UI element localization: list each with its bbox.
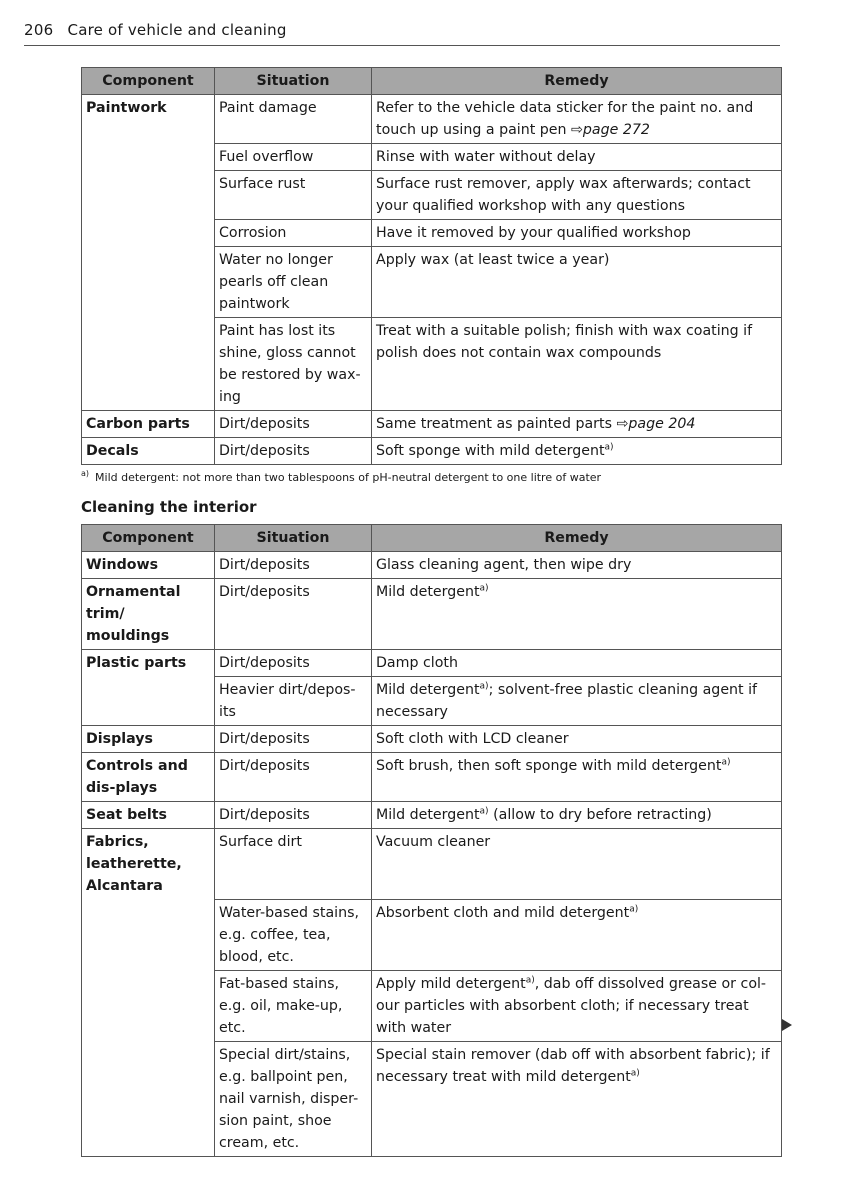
situation-cell: Dirt/deposits bbox=[215, 438, 372, 465]
component-cell: Controls and dis-plays bbox=[82, 753, 215, 802]
component-cell-continued bbox=[82, 220, 215, 247]
table-row bbox=[82, 829, 782, 900]
column-header-situation: Situation bbox=[215, 68, 372, 95]
situation-cell: Dirt/deposits bbox=[215, 650, 372, 677]
table-row bbox=[82, 411, 782, 438]
table-row bbox=[82, 552, 782, 579]
component-cell-continued bbox=[82, 171, 215, 220]
table-header-row bbox=[82, 68, 782, 95]
table-row bbox=[82, 144, 782, 171]
footnote-marker: a) bbox=[721, 757, 731, 768]
column-header-remedy: Remedy bbox=[372, 525, 782, 552]
component-cell: Displays bbox=[82, 726, 215, 753]
remedy-cell: Damp cloth bbox=[372, 650, 782, 677]
section-heading: Cleaning the interior bbox=[81, 498, 257, 516]
component-cell-continued bbox=[82, 677, 215, 726]
situation-cell: Dirt/deposits bbox=[215, 411, 372, 438]
remedy-text: Soft brush, then soft sponge with mild detergent bbox=[376, 758, 722, 774]
page-header bbox=[24, 21, 780, 46]
continue-arrow-icon bbox=[782, 1019, 792, 1031]
footnote-marker: a) bbox=[525, 974, 535, 985]
situation-cell: Paint damage bbox=[215, 95, 372, 144]
remedy-text: Soft sponge with mild detergent bbox=[376, 443, 605, 459]
remedy-cell bbox=[372, 1041, 782, 1156]
table-row bbox=[82, 171, 782, 220]
table-header-row bbox=[82, 525, 782, 552]
component-cell: Decals bbox=[82, 438, 215, 465]
table-row bbox=[82, 753, 782, 802]
remedy-text: (allow to dry before retracting) bbox=[488, 807, 712, 823]
remedy-text: Special stain remover (dab off with absorbent fabric); if necessary treat with mild detergent bbox=[376, 1046, 770, 1085]
footnote-text: Mild detergent: not more than two tablespoons of pH-neutral detergent to one litre of water bbox=[95, 471, 602, 484]
footnote bbox=[81, 471, 601, 484]
remedy-cell: Glass cleaning agent, then wipe dry bbox=[372, 552, 782, 579]
exterior-cleaning-table bbox=[81, 67, 782, 465]
remedy-cell: Treat with a suitable polish; finish with wax coating if polish does not contain wax compounds bbox=[372, 318, 782, 411]
situation-cell: Heavier dirt/depos-its bbox=[215, 677, 372, 726]
component-cell: Windows bbox=[82, 552, 215, 579]
situation-cell: Dirt/deposits bbox=[215, 552, 372, 579]
component-cell-continued bbox=[82, 899, 215, 970]
situation-cell: Fuel overflow bbox=[215, 144, 372, 171]
component-cell: Paintwork bbox=[82, 95, 215, 144]
remedy-cell bbox=[372, 899, 782, 970]
remedy-cell: Have it removed by your qualified workshop bbox=[372, 220, 782, 247]
interior-cleaning-table bbox=[81, 524, 782, 1157]
column-header-component: Component bbox=[82, 525, 215, 552]
component-cell-continued bbox=[82, 144, 215, 171]
remedy-cell: Surface rust remover, apply wax afterwards; contact your qualified workshop with any questions bbox=[372, 171, 782, 220]
table-row bbox=[82, 95, 782, 144]
table-row bbox=[82, 318, 782, 411]
component-cell: Carbon parts bbox=[82, 411, 215, 438]
component-cell-continued bbox=[82, 1041, 215, 1156]
remedy-cell: Vacuum cleaner bbox=[372, 829, 782, 900]
footnote-marker: a) bbox=[479, 806, 489, 817]
column-header-remedy: Remedy bbox=[372, 68, 782, 95]
situation-cell: Surface dirt bbox=[215, 829, 372, 900]
table-row bbox=[82, 726, 782, 753]
remedy-cell: Soft cloth with LCD cleaner bbox=[372, 726, 782, 753]
situation-cell: Fat-based stains, e.g. oil, make-up, etc. bbox=[215, 970, 372, 1041]
table-row bbox=[82, 220, 782, 247]
table-row bbox=[82, 899, 782, 970]
column-header-situation: Situation bbox=[215, 525, 372, 552]
situation-cell: Water no longer pearls off clean paintwork bbox=[215, 247, 372, 318]
situation-cell: Corrosion bbox=[215, 220, 372, 247]
remedy-text: Same treatment as painted parts bbox=[376, 416, 612, 432]
component-cell: Plastic parts bbox=[82, 650, 215, 677]
remedy-text: Mild detergent bbox=[376, 807, 480, 823]
component-cell-continued bbox=[82, 318, 215, 411]
component-cell: Fabrics, leatherette, Alcantara bbox=[82, 829, 215, 900]
remedy-text: ; solvent-free plastic cleaning agent if necessary bbox=[376, 682, 758, 720]
chapter-title: Care of vehicle and cleaning bbox=[67, 21, 287, 39]
situation-cell: Dirt/deposits bbox=[215, 802, 372, 829]
footnote-marker: a) bbox=[479, 583, 489, 594]
remedy-cell bbox=[372, 753, 782, 802]
situation-cell: Paint has lost its shine, gloss cannot be restored by wax-ing bbox=[215, 318, 372, 411]
footnote-marker: a) bbox=[81, 469, 90, 479]
table-row bbox=[82, 247, 782, 318]
table-row bbox=[82, 970, 782, 1041]
component-cell-continued bbox=[82, 970, 215, 1041]
component-cell: Ornamental trim/ mouldings bbox=[82, 579, 215, 650]
remedy-cell bbox=[372, 579, 782, 650]
remedy-cell bbox=[372, 411, 782, 438]
situation-cell: Dirt/deposits bbox=[215, 726, 372, 753]
column-header-component: Component bbox=[82, 68, 215, 95]
situation-cell: Dirt/deposits bbox=[215, 753, 372, 802]
remedy-cell bbox=[372, 438, 782, 465]
page-reference-link[interactable]: ⇨page 272 bbox=[571, 122, 650, 138]
component-cell: Seat belts bbox=[82, 802, 215, 829]
table-row bbox=[82, 579, 782, 650]
situation-cell: Water-based stains, e.g. coffee, tea, blood, etc. bbox=[215, 899, 372, 970]
page-number: 206 bbox=[24, 21, 54, 39]
remedy-text: Absorbent cloth and mild detergent bbox=[376, 904, 630, 921]
remedy-cell bbox=[372, 677, 782, 726]
footnote-marker: a) bbox=[629, 903, 639, 914]
situation-cell: Special dirt/stains, e.g. ballpoint pen, nail varnish, disper-sion paint, shoe cream, etc. bbox=[215, 1041, 372, 1156]
remedy-cell: Rinse with water without delay bbox=[372, 144, 782, 171]
table-row bbox=[82, 802, 782, 829]
table-row bbox=[82, 677, 782, 726]
component-cell-continued bbox=[82, 247, 215, 318]
remedy-cell: Apply wax (at least twice a year) bbox=[372, 247, 782, 318]
footnote-marker: a) bbox=[604, 442, 614, 453]
remedy-text: Mild detergent bbox=[376, 584, 480, 600]
remedy-text: Apply mild detergent bbox=[376, 975, 526, 992]
remedy-text: Refer to the vehicle data sticker for the paint no. and touch up using a paint pen bbox=[376, 100, 754, 138]
situation-cell: Surface rust bbox=[215, 171, 372, 220]
remedy-text: Mild detergent bbox=[376, 682, 480, 698]
remedy-cell bbox=[372, 95, 782, 144]
remedy-text: , dab off dissolved grease or col-our particles with absorbent cloth; if necessary treat with water bbox=[376, 975, 767, 1036]
table-row bbox=[82, 650, 782, 677]
remedy-cell bbox=[372, 970, 782, 1041]
footnote-marker: a) bbox=[630, 1067, 640, 1078]
table-row bbox=[82, 438, 782, 465]
table-row bbox=[82, 1041, 782, 1156]
page-reference-link[interactable]: ⇨page 204 bbox=[616, 416, 696, 432]
footnote-marker: a) bbox=[479, 681, 489, 692]
situation-cell: Dirt/deposits bbox=[215, 579, 372, 650]
remedy-cell bbox=[372, 802, 782, 829]
